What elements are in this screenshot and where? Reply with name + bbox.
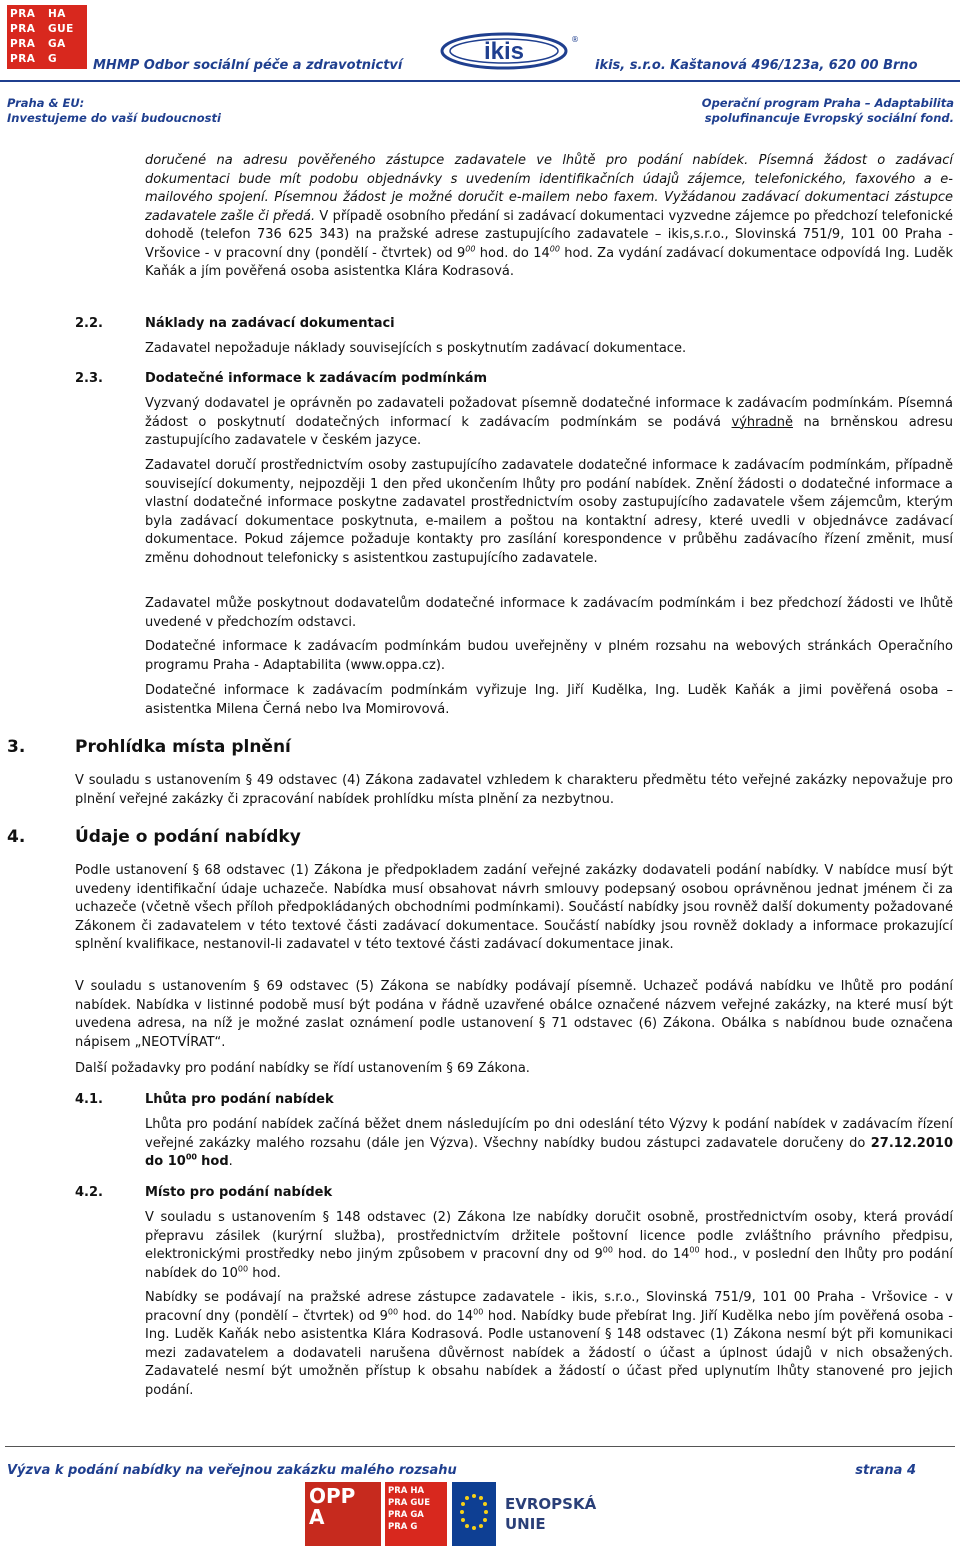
section-4-p1: Podle ustanovení § 68 odstavec (1) Zákona je předpokladem zadání veřejné zakázky dodavateli podání nabídky. V nabídce musí být uvedeny identifikační údaje uchazeče. Nabídka musí obsahovat návrh smlouvy podepsaný osobou oprávněnou jednat jménem či za uchazeče (včetně všech příloh předpokládaných obchodními podmínkami). Součástí nabídky jsou rovněž další dokumenty požadované Zákonem či zadavatelem v této textové části zadávací dokumentace. Součástí nabídky jsou rovněž doklady a informace prokazující splnění kvalifikace, nestanovil-li zadavatel v této textové části zadávací dokumentace jinak.	[75, 863, 953, 952]
header-org: MHMP Odbor sociální péče a zdravotnictví	[93, 58, 403, 73]
header-right-sub: Operační program Praha – Adaptabilita spolufinancuje Evropský sociální fond.	[701, 96, 954, 125]
section-2-3-p5: Dodatečné informace k zadávacím podmínkám vyřizuje Ing. Jiří Kudělka, Ing. Luděk Kaňák a jimi pověřená osoba – asistentka Milena Černá nebo Iva Momirovová.	[145, 683, 953, 717]
section-4-2-p1: V souladu s ustanovením § 148 odstavec (2) Zákona lze nabídky doručit osobně, prostřednictvím osoby, která provádí přepravu zásilek (kurýrní služba), prostřednictvím držitele poštovní licence podle zvláštního právního předpisu, elektronickými prostředky nebo jiným způsobem v pracovní dny od $9^{00}$ hod. do $14^{00}$ hod., v poslední den lhůty pro podání nabídek do $10^{00}$ hod.	[145, 1210, 953, 1281]
ikis-logo	[438, 30, 580, 72]
section-3-number: 3.	[7, 737, 26, 757]
section-2-3-p4: Dodatečné informace k zadávacím podmínkám budou uveřejněny v plném rozsahu na webových stránkách Operačního programu Praha - Adaptabilita (www.oppa.cz).	[145, 639, 953, 673]
section-2-2-title: Náklady na zadávací dokumentaci	[145, 316, 395, 331]
section-2-3-title: Dodatečné informace k zadávacím podmínkám	[145, 371, 488, 386]
section-4-number: 4.	[7, 827, 26, 847]
svg-text:ikis: ikis	[483, 38, 525, 65]
eu-label: EVROPSKÁ UNIE	[505, 1495, 597, 1533]
section-4-2-p2: Nabídky se podávají na pražské adrese zástupce zadavatele - ikis, s.r.o., Slovinská 751/9, 101 00 Praha - Vršovice - v pracovní dny (pondělí – čtvrtek) od $9^{00}$ hod. do $14^{00}$ hod. Nabídky bude přebírat Ing. Jiří Kudělka nebo jím pověřená osoba - Ing. Luděk Kaňák nebo asistentka Klára Kodrasová. Podle ustanovení § 148 odstavec (1) Zákona nesmí být při komunikaci mezi zadavatelem a dodavateli narušena důvěrnost nabídek a žádostí o účast a úplnost údajů v nich obsažených. Zadavatelé nesmí být umožněn přístup k obsahu nabídek a žádostí o účast před uplynutím lhůty stanovené pro jejich podání.	[145, 1290, 954, 1398]
section-4-1-title: Lhůta pro podání nabídek	[145, 1092, 334, 1107]
header-rule	[0, 80, 960, 82]
section-4-1-number: 4.1.	[75, 1092, 103, 1107]
praha-logo-footer: PRA HA PRA GUE PRA GA PRA G	[385, 1482, 447, 1546]
section-4-2-title: Místo pro podání nabídek	[145, 1185, 333, 1200]
section-4-p2: V souladu s ustanovením § 69 odstavec (5) Zákona se nabídky podávají písemně. Uchazeč podává nabídku ve lhůtě pro podání nabídek. Nabídka v listinné podobě musí být podána v řádně uzavřené obálce označené názvem veřejné zakázky, na které musí být uvedena adresa, na níž je možné zaslat oznámení podle ustanovení § 71 odstavec (6) Zákona. Obálka s nabídnou bude označena nápisem „NEOTVÍRAT“.	[75, 979, 953, 1050]
eu-flag-icon	[452, 1482, 496, 1546]
section-4-2-number: 4.2.	[75, 1185, 103, 1200]
svg-text:®: ®	[571, 35, 579, 44]
section-2-3-p3: Zadavatel může poskytnout dodavatelům dodatečné informace k zadávacím podmínkám i bez předchozí žádosti ve lhůtě uvedené v předchozím odstavci.	[145, 596, 953, 630]
footer-title: Výzva k podání nabídky na veřejnou zakázku malého rozsahu	[7, 1463, 457, 1478]
header-left-sub: Praha & EU: Investujeme do vaší budoucnosti	[7, 96, 221, 125]
section-2-2-text: Zadavatel nepožaduje náklady souvisejících s poskytnutím zadávací dokumentace.	[145, 341, 687, 356]
opp-logo: OPP A	[305, 1482, 381, 1546]
section-4-1-text: Lhůta pro podání nabídek začíná běžet dnem následujícím po dni odeslání této Výzvy k podání nabídek v zadávacím řízení veřejné zakázky malého rozsahu (dále jen Výzva). Všechny nabídky budou zástupci zadavatele doručeny do 27.12.2010 do $10^{00}$ hod.	[145, 1117, 953, 1169]
section-2-3-p1: Vyzvaný dodavatel je oprávněn po zadavateli požadovat písemně dodatečné informace k zadávacím podmínkám. Písemná žádost o poskytnutí dodatečných informací k zadávacím podmínkám se podává výhradně na brněnskou adresu zastupujícího zadavatele v českém jazyce.	[145, 396, 953, 448]
section-3-title: Prohlídka místa plnění	[75, 737, 291, 757]
header-company: ikis, s.r.o.	[595, 58, 666, 73]
section-2-3-number: 2.3.	[75, 371, 103, 386]
header-address: Kaštanová 496/123a, 620 00 Brno	[670, 58, 918, 73]
section-2-2-number: 2.2.	[75, 316, 103, 331]
intro-paragraph: doručené na adresu pověřeného zástupce zadavatele ve lhůtě pro podání nabídek. Písemná žádost o zadávací dokumentaci bude mít podobu objednávky s uvedením identifikačních údajů zájemce, telefonického, faxového a e-mailového spojení. Písemnou žádost je možné doručit e-mailem nebo faxem. Vyžádanou zadávací dokumentaci zástupce zadavatele zašle či předá. V případě osobního předání si zadávací dokumentaci vyzvedne zájemce po předchozí telefonické dohodě (telefon 736 625 343) na pražské adrese zastupujícího zadavatele – ikis,s.r.o., Slovinská 751/9, 101 00 Praha - Vršovice - v pracovní dny (pondělí - čtvrtek) od $9^{00}$ hod. do $14^{00}$ hod. Za vydání zadávací dokumentace odpovídá Ing. Luděk Kaňák a jím pověřená osoba asistentka Klára Kodrasová.	[145, 153, 954, 279]
footer-rule	[5, 1446, 955, 1447]
footer-page-number: strana 4	[855, 1463, 916, 1478]
section-4-p3: Další požadavky pro podání nabídky se řídí ustanovením § 69 Zákona.	[75, 1061, 530, 1076]
section-2-3-p2: Zadavatel doručí prostřednictvím osoby zastupujícího zadavatele dodatečné informace k zadávacím podmínkám, případně související dokumenty, nejpozději 1 den před ukončením lhůty pro podání nabídek. Znění žádosti o dodatečné informace a vlastní dodatečné informace poskytne zadavatel prostřednictvím osoby zastupujícího zadavatele všem zájemcům, kterým byla zadávací dokumentace poskytnuta, e-mailem a poštou na kontaktní adresy, které uvedli v objednávce zadávací dokumentace. Pokud zájemce požaduje kontakty pro zasílání korespondence v průběhu zadávacího řízení změnit, musí změnu dohodnout telefonicky s asistentkou zastupujícího zadavatele.	[145, 458, 953, 566]
section-4-title: Údaje o podání nabídky	[75, 827, 301, 847]
praha-logo: PRA HA PRA GUE PRA GA PRA G	[7, 5, 87, 69]
section-3-text: V souladu s ustanovením § 49 odstavec (4) Zákona zadavatel vzhledem k charakteru předmětu této veřejné zakázky nepovažuje pro plnění veřejné zakázky či zpracování nabídek prohlídku místa plnění za nezbytnou.	[75, 773, 953, 807]
